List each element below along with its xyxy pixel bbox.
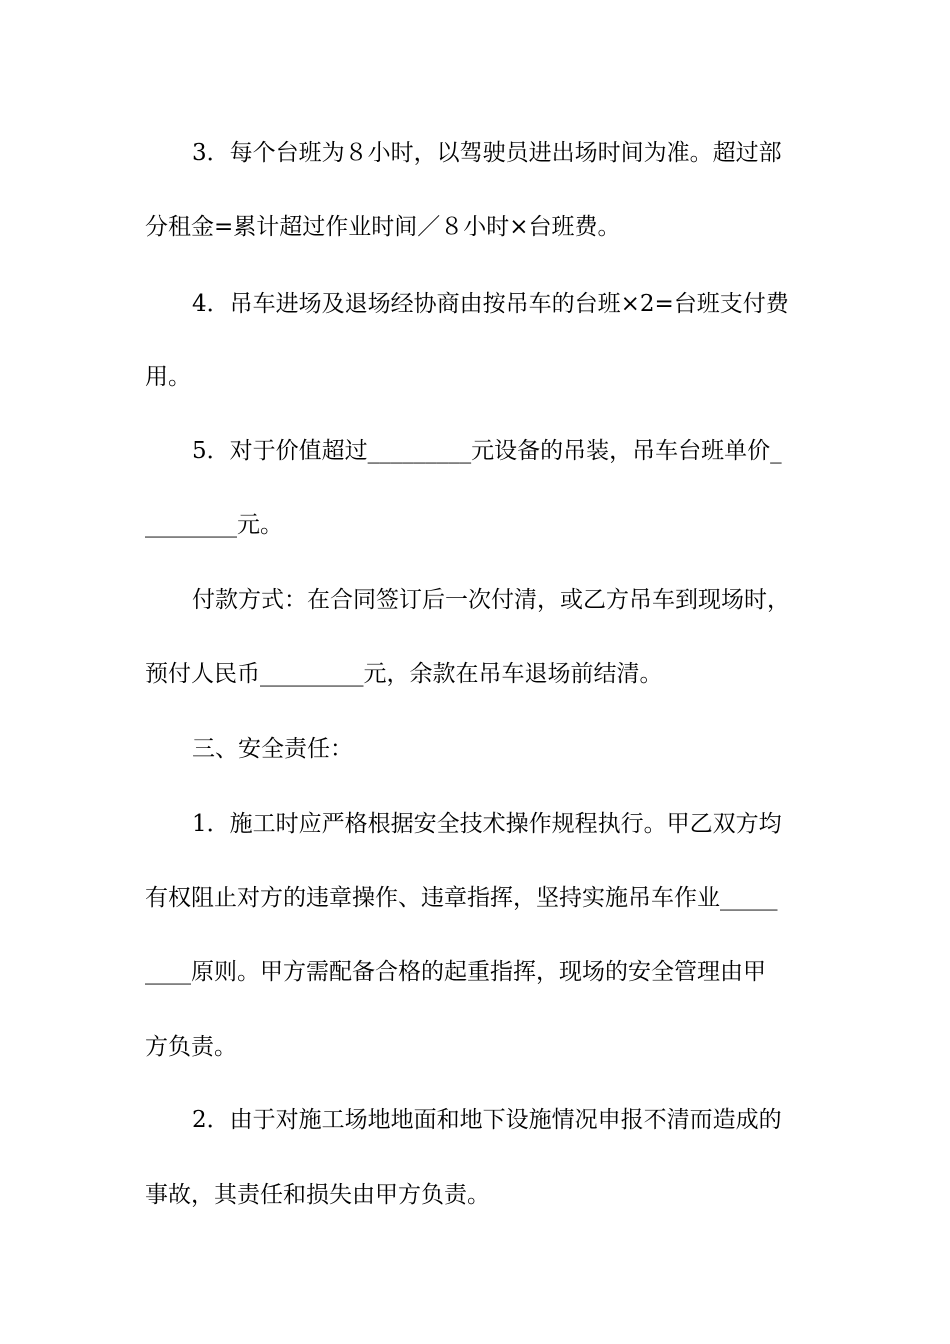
paragraph-3-line-2: 分租金=累计超过作业时间／８小时×台班费。 <box>145 214 621 240</box>
section-heading-safety: 三、安全责任： <box>192 736 353 762</box>
payment-line-1: 付款方式：在合同签订后一次付清，或乙方吊车到现场时， <box>192 587 790 613</box>
safety-1-line-3: ____原则。甲方需配备合格的起重指挥，现场的安全管理由甲 <box>145 959 766 985</box>
paragraph-5-line-2: ________元。 <box>145 512 283 538</box>
paragraph-4-line-1: 4．吊车进场及退场经协商由按吊车的台班×2=台班支付费 <box>192 291 789 317</box>
paragraph-5-line-1: 5．对于价值超过_________元设备的吊装，吊车台班单价_ <box>192 438 782 464</box>
safety-1-line-1: 1．施工时应严格根据安全技术操作规程执行。甲乙双方均 <box>192 811 782 837</box>
safety-1-line-2: 有权阻止对方的违章操作、违章指挥，坚持实施吊车作业_____ <box>145 885 778 911</box>
payment-line-2: 预付人民币_________元，余款在吊车退场前结清。 <box>145 661 663 687</box>
safety-2-line-1: 2．由于对施工场地地面和地下设施情况申报不清而造成的 <box>192 1107 782 1133</box>
paragraph-4-line-2: 用。 <box>145 364 191 390</box>
paragraph-3-line-1: 3．每个台班为８小时，以驾驶员进出场时间为准。超过部 <box>192 140 782 166</box>
safety-2-line-2: 事故，其责任和损失由甲方负责。 <box>145 1182 490 1208</box>
safety-1-line-4: 方负责。 <box>145 1034 237 1060</box>
